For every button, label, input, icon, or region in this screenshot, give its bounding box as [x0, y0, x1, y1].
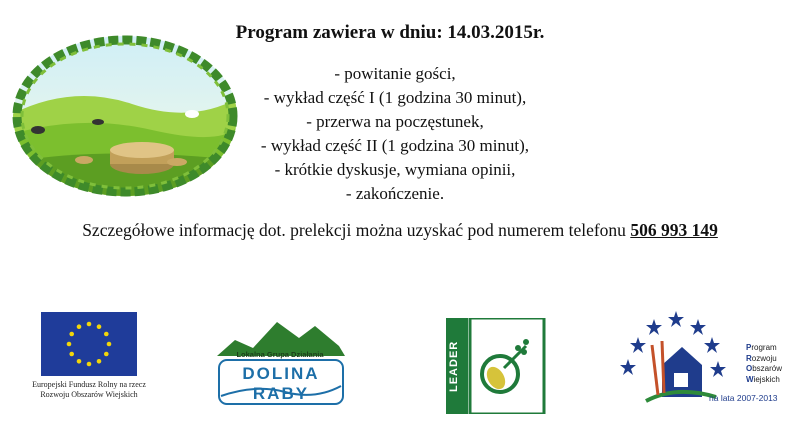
schedule-item: - przerwa na poczęstunek,: [306, 112, 484, 131]
prow-letter: P: [746, 343, 752, 352]
schedule-item: - krótkie dyskusje, wymiana opinii,: [274, 160, 516, 179]
prow-word: bszarów: [752, 364, 783, 373]
lgd-dolina-raby-logo: [215, 316, 355, 408]
schedule-item: - powitanie gości,: [334, 64, 456, 83]
eu-flag-icon: [41, 312, 137, 376]
prow-letter: W: [746, 374, 754, 384]
schedule-item: - wykład część I (1 godzina 30 minut),: [263, 88, 527, 107]
schedule-item: - wykład część II (1 godzina 30 minut),: [260, 136, 530, 155]
eu-logo: [24, 312, 154, 400]
prow-word: rogram: [751, 343, 777, 352]
prow-logo: [606, 305, 796, 415]
schedule-item: - zakończenie.: [345, 184, 445, 203]
prow-letter: O: [746, 364, 753, 373]
schedule-list: [210, 62, 580, 206]
lgd-subtitle: Lokalna Grupa Działania: [236, 350, 324, 359]
eu-caption: [24, 380, 154, 400]
leader-text: LEADER: [448, 340, 460, 392]
prow-years: na lata 2007-2013: [709, 393, 778, 403]
prow-text: [746, 343, 800, 385]
contact-text: Szczegółowe informację dot. prelekcji można uzyskać pod numerem telefonu: [82, 220, 626, 240]
leader-logo: [446, 318, 546, 414]
prow-word: iejskich: [753, 374, 780, 384]
phone-number: 506 993 149: [630, 220, 718, 240]
contact-info: [20, 220, 780, 241]
prow-word: ozwoju: [751, 353, 777, 363]
eu-caption-line: Rozwoju Obszarów Wiejskich: [40, 390, 138, 399]
page-title: Program zawiera w dniu: 14.03.2015r.: [235, 22, 545, 43]
rural-landscape-illustration: [12, 34, 238, 198]
eu-caption-line: Europejski Fundusz Rolny na rzecz: [32, 380, 146, 389]
prow-letter: R: [746, 353, 752, 363]
lgd-name: DOLINA RABY: [242, 364, 320, 403]
